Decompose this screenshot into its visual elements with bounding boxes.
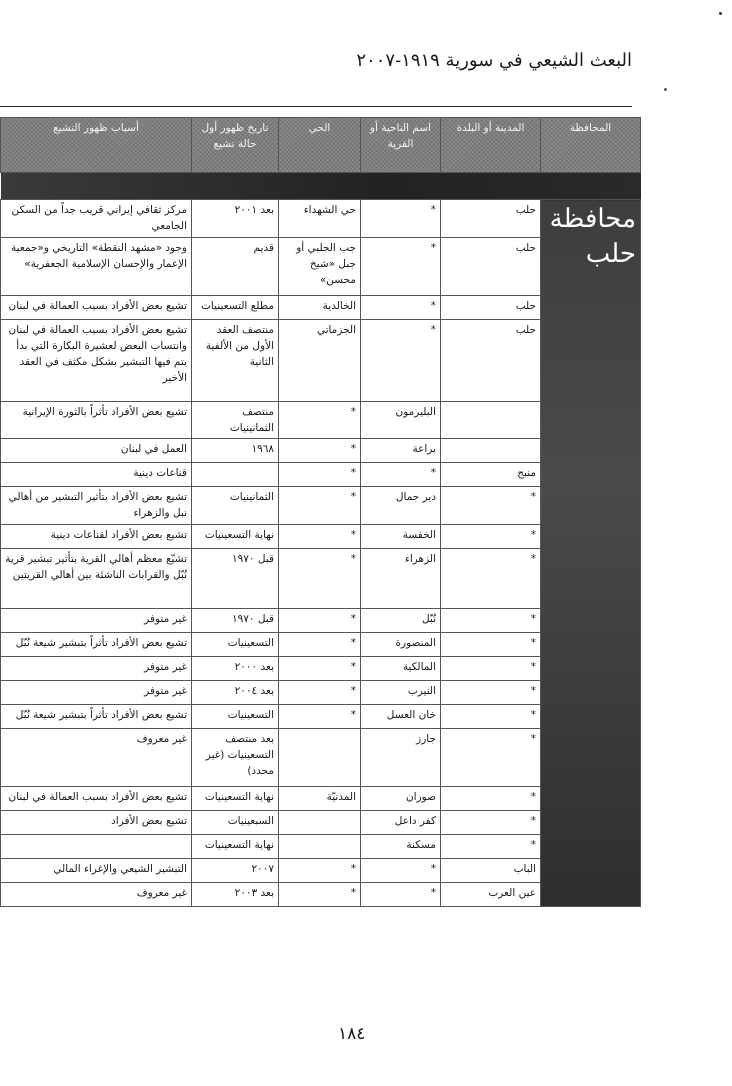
village-cell: * xyxy=(361,200,441,238)
city-cell: * xyxy=(441,487,541,525)
header-governorate: المحافظة xyxy=(541,118,641,173)
quarter-cell: * xyxy=(279,524,361,548)
village-cell: الخفسة xyxy=(361,524,441,548)
city-cell: * xyxy=(441,728,541,786)
city-cell: * xyxy=(441,524,541,548)
quarter-cell: * xyxy=(279,704,361,728)
city-cell: * xyxy=(441,786,541,810)
date-cell: التسعينيات xyxy=(192,704,279,728)
header-quarter: الحي xyxy=(279,118,361,173)
date-cell: ٢٠٠٧ xyxy=(192,858,279,882)
village-cell: مسكنة xyxy=(361,834,441,858)
reason-cell: تشيع بعض الأفراد تأثراً بالثورة الإيرانية xyxy=(1,401,192,439)
date-cell: منتصف العقد الأول من الألفية الثانية xyxy=(192,319,279,401)
date-cell: قديم xyxy=(192,237,279,295)
city-cell: عين العرب xyxy=(441,882,541,906)
header-rule xyxy=(0,106,632,107)
running-head: البعث الشيعي في سورية ١٩١٩-٢٠٠٧ xyxy=(356,50,632,71)
reason-cell: تشيع بعض الأفراد لقناعات دينية xyxy=(1,524,192,548)
reason-cell: التبشير الشيعي والإغراء المالي xyxy=(1,858,192,882)
date-cell: التسعينيات xyxy=(192,632,279,656)
village-cell: نُبّل xyxy=(361,608,441,632)
governorate-cell: محافظة حلب xyxy=(541,200,641,907)
quarter-cell: * xyxy=(279,608,361,632)
margin-dot xyxy=(664,88,667,91)
village-cell: المنصورة xyxy=(361,632,441,656)
date-cell: نهاية التسعينيات xyxy=(192,834,279,858)
village-cell: * xyxy=(361,882,441,906)
reason-cell: تشيّع معظم أهالي القرية بتأثير تبشير قرية نُبّل والقرابات الناشئة بين أهالي القريتين xyxy=(1,548,192,608)
city-cell: * xyxy=(441,608,541,632)
date-cell: نهاية التسعينيات xyxy=(192,786,279,810)
reason-cell: وجود «مشهد النقطة» التاريخي و«جمعية الإعمار والإحسان الإسلامية الجعفرية» xyxy=(1,237,192,295)
quarter-cell xyxy=(279,834,361,858)
village-cell: * xyxy=(361,295,441,319)
quarter-cell: * xyxy=(279,632,361,656)
date-cell: مطلع التسعينيات xyxy=(192,295,279,319)
reason-cell: تشيع بعض الأفراد بسبب العمالة في لبنان xyxy=(1,786,192,810)
date-cell: السبعينيات xyxy=(192,810,279,834)
quarter-cell: جب الجلبي أو جبل «شيخ محسن» xyxy=(279,237,361,295)
city-cell xyxy=(441,439,541,463)
reason-cell: قناعات دينية xyxy=(1,463,192,487)
quarter-cell: * xyxy=(279,401,361,439)
header-band xyxy=(1,173,641,200)
city-cell: * xyxy=(441,548,541,608)
reason-cell: غير متوفر xyxy=(1,680,192,704)
village-cell: * xyxy=(361,463,441,487)
city-cell: منبج xyxy=(441,463,541,487)
date-cell xyxy=(192,463,279,487)
quarter-cell: * xyxy=(279,858,361,882)
quarter-cell: * xyxy=(279,680,361,704)
quarter-cell: حي الشهداء xyxy=(279,200,361,238)
village-cell: البليرمون xyxy=(361,401,441,439)
shia-distribution-table xyxy=(0,117,641,907)
quarter-cell: * xyxy=(279,463,361,487)
city-cell: * xyxy=(441,632,541,656)
date-cell: قبل ١٩٧٠ xyxy=(192,608,279,632)
city-cell: * xyxy=(441,704,541,728)
date-cell: بعد ٢٠٠٠ xyxy=(192,656,279,680)
city-cell: * xyxy=(441,656,541,680)
date-cell: الثمانينيات xyxy=(192,487,279,525)
reason-cell: مركز ثقافي إيراني قريب جداً من السكن الجامعي xyxy=(1,200,192,238)
date-cell: نهاية التسعينيات xyxy=(192,524,279,548)
reason-cell: غير متوفر xyxy=(1,656,192,680)
reason-cell: غير متوفر xyxy=(1,608,192,632)
quarter-cell: المدنيّة xyxy=(279,786,361,810)
reason-cell: تشيع بعض الأفراد تأثراً بتبشير شيعة نُبّل xyxy=(1,704,192,728)
reason-cell: تشيع بعض الأفراد xyxy=(1,810,192,834)
quarter-cell: * xyxy=(279,882,361,906)
quarter-cell: * xyxy=(279,439,361,463)
header-first-date: تاريخ ظهور أول حالة تشيع xyxy=(192,118,279,173)
quarter-cell xyxy=(279,810,361,834)
city-cell: حلب xyxy=(441,295,541,319)
village-cell: * xyxy=(361,237,441,295)
date-cell: بعد منتصف التسعينيات (غير محدد) xyxy=(192,728,279,786)
corner-dot xyxy=(719,12,722,15)
city-cell: حلب xyxy=(441,319,541,401)
reason-cell: العمل في لبنان xyxy=(1,439,192,463)
village-cell: * xyxy=(361,319,441,401)
reason-cell: تشيع بعض الأفراد بسبب العمالة في لبنان xyxy=(1,295,192,319)
date-cell: قبل ١٩٧٠ xyxy=(192,548,279,608)
reason-cell: تشيع بعض الأفراد بسبب العمالة في لبنان وانتساب البعض لعشيرة البكارة التي بدأ يتم فيها التبشير بشكل مكثف في العقد الأخير xyxy=(1,319,192,401)
village-cell: المالكية xyxy=(361,656,441,680)
quarter-cell: * xyxy=(279,487,361,525)
city-cell xyxy=(441,401,541,439)
date-cell: بعد ٢٠٠٣ xyxy=(192,882,279,906)
header-village: اسم الناحية أو القرية xyxy=(361,118,441,173)
date-cell: منتصف الثمانينيات xyxy=(192,401,279,439)
village-cell: النيرب xyxy=(361,680,441,704)
village-cell: الزهراء xyxy=(361,548,441,608)
village-cell: كفر داعل xyxy=(361,810,441,834)
quarter-cell: الجزماتي xyxy=(279,319,361,401)
village-cell: دير جمال xyxy=(361,487,441,525)
quarter-cell xyxy=(279,728,361,786)
quarter-cell: * xyxy=(279,548,361,608)
village-cell: صوران xyxy=(361,786,441,810)
date-cell: ١٩٦٨ xyxy=(192,439,279,463)
header-reasons: أسباب ظهور التشيع xyxy=(1,118,192,173)
date-cell: بعد ٢٠٠١ xyxy=(192,200,279,238)
reason-cell: تشيع بعض الأفراد تأثراً بتبشير شيعة نُبّل xyxy=(1,632,192,656)
city-cell: * xyxy=(441,834,541,858)
table-header-row xyxy=(1,118,641,173)
reason-cell: تشيع بعض الأفراد بتأثير التبشير من أهالي نبل والزهراء xyxy=(1,487,192,525)
header-city: المدينة أو البلدة xyxy=(441,118,541,173)
village-cell: براعة xyxy=(361,439,441,463)
reason-cell: غير معروف xyxy=(1,728,192,786)
table-row xyxy=(1,200,641,238)
quarter-cell: الخالدية xyxy=(279,295,361,319)
quarter-cell: * xyxy=(279,656,361,680)
date-cell: بعد ٢٠٠٤ xyxy=(192,680,279,704)
city-cell: الباب xyxy=(441,858,541,882)
reason-cell xyxy=(1,834,192,858)
village-cell: خان العسل xyxy=(361,704,441,728)
village-cell: * xyxy=(361,858,441,882)
city-cell: * xyxy=(441,680,541,704)
city-cell: * xyxy=(441,810,541,834)
city-cell: حلب xyxy=(441,237,541,295)
city-cell: حلب xyxy=(441,200,541,238)
page-number: ١٨٤ xyxy=(338,1024,366,1044)
reason-cell: غير معروف xyxy=(1,882,192,906)
village-cell: جارز xyxy=(361,728,441,786)
